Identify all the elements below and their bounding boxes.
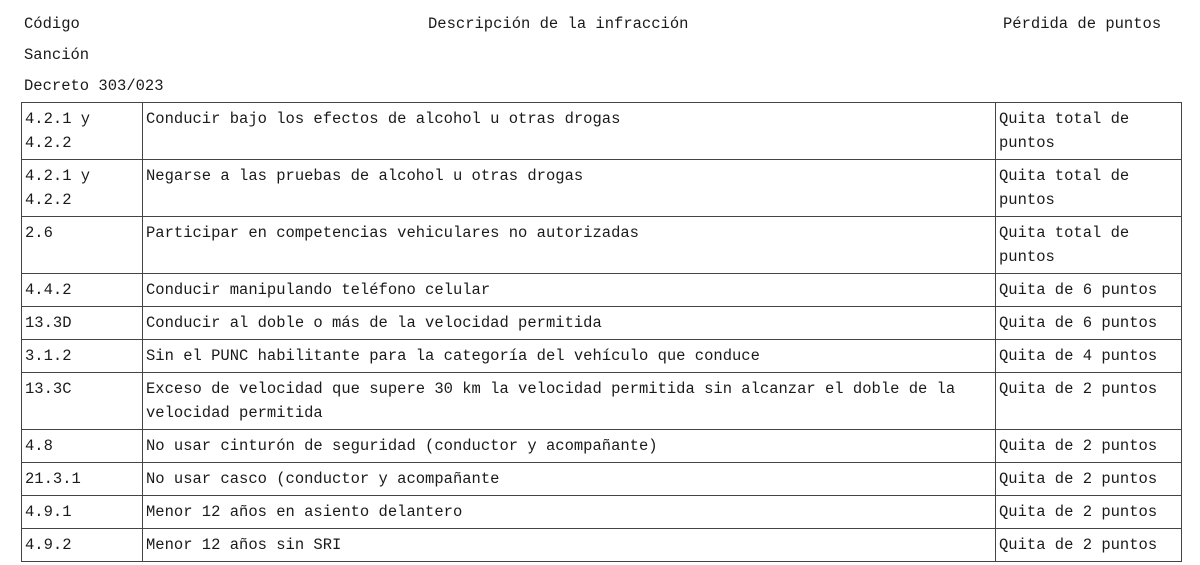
table-row xyxy=(22,373,1182,430)
code-cell: 4.8 xyxy=(22,430,143,463)
points-cell: Quita de 6 puntos xyxy=(996,307,1182,340)
code-cell: 4.9.1 xyxy=(22,496,143,529)
code-cell: 21.3.1 xyxy=(22,463,143,496)
table-row xyxy=(22,274,1182,307)
table-row xyxy=(22,103,1182,160)
description-cell: Conducir manipulando teléfono celular xyxy=(143,274,996,307)
points-cell: Quita total de puntos xyxy=(996,160,1182,217)
points-cell: Quita de 4 puntos xyxy=(996,340,1182,373)
header-sancion: Sanción xyxy=(24,46,90,64)
description-cell: Conducir al doble o más de la velocidad permitida xyxy=(143,307,996,340)
code-cell: 4.4.2 xyxy=(22,274,143,307)
infractions-table xyxy=(21,102,1182,562)
points-cell: Quita total de puntos xyxy=(996,217,1182,274)
table-row xyxy=(22,340,1182,373)
points-cell: Quita de 2 puntos xyxy=(996,529,1182,562)
table-row xyxy=(22,160,1182,217)
table-row xyxy=(22,529,1182,562)
code-cell: 4.9.2 xyxy=(22,529,143,562)
table-row xyxy=(22,430,1182,463)
header-perdida-puntos: Pérdida de puntos xyxy=(1003,15,1162,33)
code-cell: 13.3C xyxy=(22,373,143,430)
description-cell: No usar casco (conductor y acompañante xyxy=(143,463,996,496)
code-cell: 13.3D xyxy=(22,307,143,340)
code-cell: 3.1.2 xyxy=(22,340,143,373)
points-cell: Quita de 2 puntos xyxy=(996,430,1182,463)
description-cell: Menor 12 años en asiento delantero xyxy=(143,496,996,529)
table-row xyxy=(22,496,1182,529)
header-decreto: Decreto 303/023 xyxy=(24,77,164,95)
header-codigo: Código xyxy=(24,15,80,33)
table-row xyxy=(22,463,1182,496)
points-cell: Quita de 2 puntos xyxy=(996,373,1182,430)
header-descripcion: Descripción de la infracción xyxy=(428,15,689,33)
description-cell: Sin el PUNC habilitante para la categoría del vehículo que conduce xyxy=(143,340,996,373)
code-cell: 2.6 xyxy=(22,217,143,274)
points-cell: Quita de 2 puntos xyxy=(996,463,1182,496)
description-cell: No usar cinturón de seguridad (conductor y acompañante) xyxy=(143,430,996,463)
description-cell: Menor 12 años sin SRI xyxy=(143,529,996,562)
table-row xyxy=(22,217,1182,274)
code-cell: 4.2.1 y 4.2.2 xyxy=(22,103,143,160)
description-cell: Conducir bajo los efectos de alcohol u otras drogas xyxy=(143,103,996,160)
description-cell: Exceso de velocidad que supere 30 km la velocidad permitida sin alcanzar el doble de la velocidad permitida xyxy=(143,373,996,430)
points-cell: Quita total de puntos xyxy=(996,103,1182,160)
code-cell: 4.2.1 y 4.2.2 xyxy=(22,160,143,217)
description-cell: Participar en competencias vehiculares no autorizadas xyxy=(143,217,996,274)
points-cell: Quita de 2 puntos xyxy=(996,496,1182,529)
points-cell: Quita de 6 puntos xyxy=(996,274,1182,307)
table-row xyxy=(22,307,1182,340)
description-cell: Negarse a las pruebas de alcohol u otras drogas xyxy=(143,160,996,217)
